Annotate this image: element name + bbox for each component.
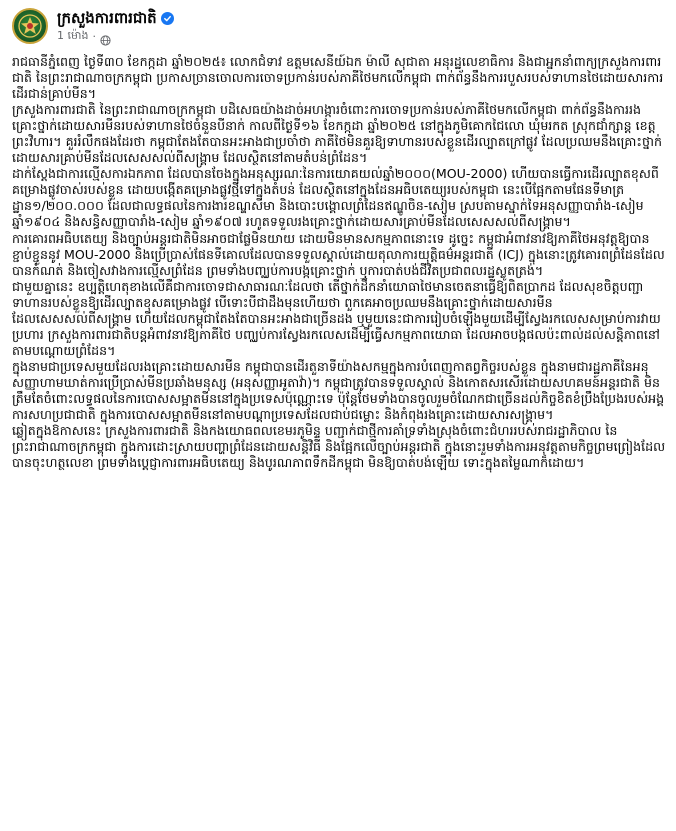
post-paragraph-4: ការគោរពអធិបតេយ្យ និងច្បាប់អន្តរជាតិមិនអាចជាផ្លែមិនយាយ ដោយមិនមានសកម្មភាពនោះទេ ដូច្នេះ កម្ពុជាអំពាវនាវឱ្យភាគីថៃអនុវត្តឱ្យបានខ្ជាប់ខ្ជួននូវ MOU-2000 និងប្រើប្រាស់ផែនទីគោលដែលបានទទួលស្គាល់ដោយតុលាការយុត្តិធម៌អន្តរជាតិ (ICJ) ក្នុងនោះត្រូវគោរពព្រំដែនដែលបានកំណត់ និងចៀសវាងការល្មើសព្រំដែន ព្រមទាំងបញ្ឈប់ការបង្កគ្រោះថ្នាក់ ឬការបាត់បង់ជីវិតប្រជាពលរដ្ឋស្លូតត្រង់។ [12, 230, 665, 278]
post-timestamp-link[interactable]: 1 ម៉ោង [57, 29, 89, 42]
header-text [57, 9, 174, 43]
ministry-emblem-icon [17, 13, 43, 39]
post-paragraph-7: ឆ្លៀតក្នុងឱកាសនេះ ក្រសួងការពារជាតិ និងកងយោធពលខេមរភូមិន្ទ បញ្ជាក់ជាថ្មីការគាំទ្រទាំងស្រុងចំពោះជំហររបស់រាជរដ្ឋាភិបាល នៃព្រះរាជាណាចក្រកម្ពុជា ក្នុងការដោះស្រាយបញ្ហាព្រំដែនដោយសន្តិវិធី និងផ្អែកលើច្បាប់អន្តរជាតិ ក្នុងនោះរួមទាំងការអនុវត្តតាមកិច្ចព្រមព្រៀងដែលបានចុះហត្ថលេខា ព្រមទាំងប្តេជ្ញាការពារអធិបតេយ្យ និងបូរណភាពទឹកដីកម្ពុជា មិនឱ្យបាត់បង់ឡើយ ទោះក្នុងតម្លៃណាក៏ដោយ។ [12, 423, 666, 471]
page-avatar[interactable] [12, 8, 48, 44]
post-paragraph-6: ក្នុងនាមជាប្រទេសមួយដែលរងគ្រោះដោយសារមីន កម្ពុជាបានដើរតួនាទីយ៉ាងសកម្មក្នុងការបំពេញកាតព្វកិច្ចរបស់ខ្លួន ក្នុងនាមជារដ្ឋភាគីនៃអនុសញ្ញាហាមឃាត់ការប្រើប្រាស់មីនប្រឆាំងមនុស្ស (អនុសញ្ញាអូតាវ៉ា)។ កម្ពុជាត្រូវបានទទួលស្គាល់ និងកោតសរសើរដោយសហគមន៍អន្តរជាតិ មិនត្រឹមតែចំពោះលទ្ធផលនៃការបោសសម្អាតមីននៅក្នុងប្រទេសប៉ុណ្ណោះទេ ប៉ុន្តែថែមទាំងបានចូលរួមចំណែកជាច្រើនដល់កិច្ចខិតខំប្រឹងប្រែងរបស់អង្គការសហប្រជាជាតិ ក្នុងការបោសសម្អាតមីននៅតាមបណ្តាប្រទេសដែលជាប់ជម្លោះ និងកំពុងរងគ្រោះដោយសារសង្គ្រាម។ [12, 358, 665, 423]
page-name-link[interactable]: ក្រសួងការពារជាតិ [57, 9, 157, 27]
post-text [12, 54, 666, 471]
page-name-row [57, 9, 174, 28]
globe-icon[interactable] [100, 31, 111, 42]
post-header [12, 0, 666, 50]
post-meta [57, 29, 174, 43]
post-paragraph-1: រាជធានីភ្នំពេញ ថ្ងៃទី៣០ ខែកក្កដា ឆ្នាំ២០២៥៖ លោកជំទាវ ឧត្តមសេនីយ៍ឯក ម៉ាលី សុជាតា អនុរដ្ឋលេខាធិការ និងជាអ្នកនាំពាក្យក្រសួងការពារជាតិ នៃព្រះរាជាណាចក្រកម្ពុជា ប្រកាសច្រានចោលការចោទប្រកាន់របស់ភាគីថៃមកលើកម្ពុជា ពាក់ព័ន្ធនឹងការរបួសរបស់ទាហានថៃដោយសារការដើរជាន់គ្រាប់មីន។ [12, 54, 664, 102]
meta-separator: · [92, 29, 96, 43]
post-paragraph-3: ដាក់ស្តែងជាការល្មើសការឯកភាព ដែលបានចែងក្នុងអនុស្សរណៈនៃការយោគយល់ឆ្នាំ២០០០(MOU-2000) ហើយបានធ្វើការដើរល្បាតខុសពីគម្រោងផ្លូវចាស់របស់ខ្លួន ដោយបង្កើតគម្រោងផ្លូវថ្មីទៅក្នុងតំបន់ ដែលស្ថិតនៅក្នុងដែនអធិបតេយ្យរបស់កម្ពុជា នេះបើផ្អែកតាមផែនទីមាត្រដ្ឋាន១/២០០.០០០ ដែលជាលទ្ធផលនៃការងារខណ្ឌសីមា និងបោះបង្គោលព្រំដែនឥណ្ឌូចិន-សៀម ស្របតាមស្នាក់ទៃអនុសញ្ញាបារាំង-សៀមឆ្នាំ១៩០៤ និងសន្ធិសញ្ញាបារាំង-សៀម ឆ្នាំ១៩០៧ រហូតទទួលរងគ្រោះថ្នាក់ដោយសារគ្រាប់មីនដែលសេសសល់ពីសង្គ្រាម។ [12, 166, 659, 230]
post-paragraph-2: ក្រសួងការពារជាតិ នៃព្រះរាជាណាចក្រកម្ពុជា បដិសេធយ៉ាងដាច់អហង្ការចំពោះការចោទប្រកាន់របស់ភាគីថៃមកលើកម្ពុជា ពាក់ព័ន្ធនឹងការរងគ្រោះថ្នាក់ដោយសារមីនរបស់ទាហានថៃចំនួនបីនាក់ កាលពីថ្ងៃទី១៦ ខែកក្កដា ឆ្នាំ២០២៥ នៅក្នុងភូមិគោកជៃលោ ឃុំមរកត ស្រុកជាំក្សាន្ត ខេត្តព្រះវិហារ។ គួររំលឹកផងដែរថា កម្ពុជាតែងតែបានអះអាងជាប្រចាំថា ភាគីថៃមិនគួរឱ្យទាហានរបស់ខ្លួនដើរល្បាតក្រៅផ្លូវ ដែលប្រឈមនឹងគ្រោះថ្នាក់ដោយសារគ្រាប់មីនដែលសេសសល់ពីសង្គ្រាម ដែលស្ថិតនៅតាមតំបន់ព្រំដែន។ [12, 102, 662, 166]
verified-badge-icon [161, 12, 174, 25]
post-paragraph-5: ជាមួយគ្នានេះ ឧប្បត្តិហេតុខាងលើគឺជាការចោទជាសាធារណៈដែលថា តើថ្នាក់ដឹកនាំយោធាថៃមានចេតនាធ្វើឱ្យពិតប្រាកដ ដែលសុខចិត្តបញ្ជាទាហានរបស់ខ្លួនឱ្យដើរល្បាតខុសគម្រោងផ្លូវ បើទោះបីជាដឹងមុនហើយថា ពួកគេអាចប្រឈមនឹងគ្រោះថ្នាក់ដោយសារមីនដែលសេសសល់ពីសង្គ្រាម ហើយដែលកម្ពុជាតែងតែបានអះអាងជាច្រើនដង ឬមួយនេះជាការរៀបចំឡើងមួយដើម្បីស្វែងរកលេសសម្រាប់ការវាយប្រហារ ក្រសួងការពារជាតិបន្តអំពាវនាវឱ្យភាគីថៃ បញ្ឈប់ការស្វែងរកលេសដើម្បីធ្វើសកម្មភាពយោធា ដែលអាចបង្កផលប៉ះពាល់ដល់សន្តិភាពនៅតាមបណ្តោយព្រំដែន។ [12, 278, 661, 358]
